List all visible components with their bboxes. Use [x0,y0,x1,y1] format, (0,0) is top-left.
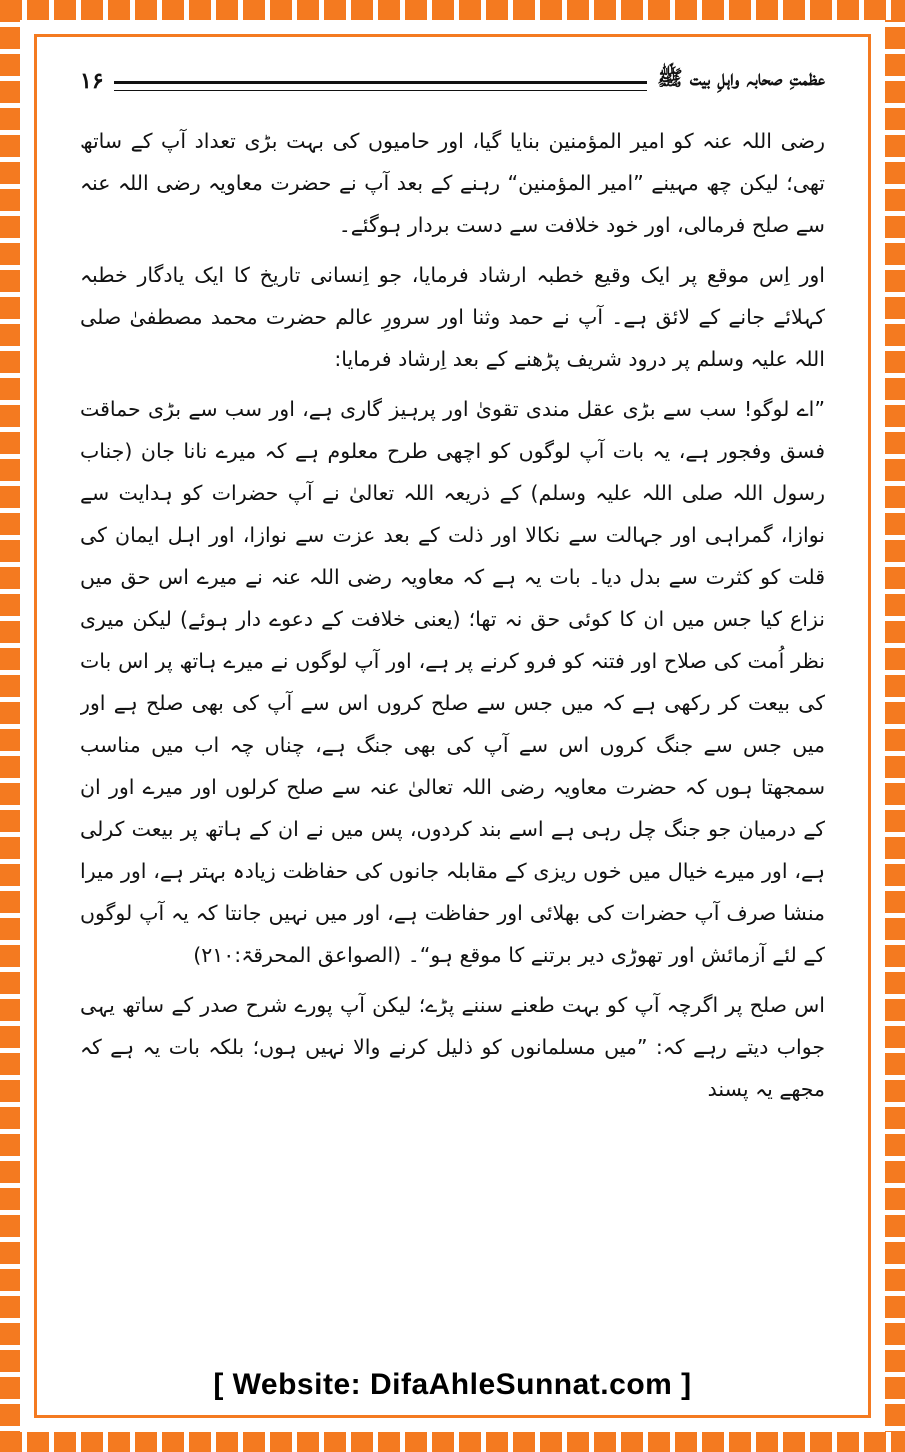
book-title: عظمتِ صحابہ واہلِ بیت ﷺ [657,65,825,90]
page-header [80,60,825,98]
paragraph: اور اِس موقع پر ایک وقیع خطبہ ارشاد فرمایا، جو اِنسانی تاریخ کا ایک یادگار خطبہ کہلائے جانے کے لائق ہے۔ آپ نے حمد وثنا اور سرورِ عالم حضرت محمد مصطفیٰ صلی اللہ علیہ وسلم پر درود شریف پڑھنے کے بعد اِرشاد فرمایا: [80,263,825,371]
paragraph: ”اے لوگو! سب سے بڑی عقل مندی تقویٰ اور پرہیز گاری ہے، اور سب سے بڑی حماقت فسق وفجور ہے، یہ بات آپ لوگوں کو اچھی طرح معلوم ہے کہ میرے نانا جان (جناب رسول اللہ صلی اللہ علیہ وسلم) کے ذریعہ اللہ تعالیٰ نے آپ حضرات کو ہدایت سے نوازا، گمراہی اور جہالت سے نکالا اور ذلت کے بعد عزت سے نوازا، اور اہل ایمان کی قلت کو کثرت سے بدل دیا۔ بات یہ ہے کہ معاویہ رضی اللہ عنہ نے میرے اس حق میں نزاع کیا جس میں ان کا کوئی حق نہ تھا؛ (یعنی خلافت کے دعوے دار ہوئے) لیکن میری نظر اُمت کی صلاح اور فتنہ کو فرو کرنے پر ہے، اور آپ لوگوں نے میرے ہاتھ پر اس بات کی بیعت کر رکھی ہے کہ میں جس سے صلح کروں اس سے آپ کی بھی صلح ہے اور میں جس سے جنگ کروں اس سے آپ کی بھی جنگ ہے، چناں چہ اب میں مناسب سمجھتا ہوں کہ حضرت معاویہ رضی اللہ تعالیٰ عنہ سے صلح کرلوں اور میرے اور ان کے درمیان جو جنگ چل رہی ہے اسے بند کردوں، پس میں نے ان کے ہاتھ پر بیعت کرلی ہے، اور میرے خیال میں خوں ریزی کے مقابلہ جانوں کی حفاظت زیادہ بہتر ہے، اور میرا منشا صرف آپ حضرات کی بھلائی اور حفاظت ہے، اور میں نہیں جانتا کہ یہ آپ لوگوں کے لئے آزمائش اور تھوڑی دیر برتنے کا موقع ہو“۔ (الصواعق المحرقۃ:۲۱۰) [80,397,825,967]
paragraph: اس صلح پر اگرچہ آپ کو بہت طعنے سننے پڑے؛ لیکن آپ پورے شرح صدر کے ساتھ یہی جواب دیتے رہے کہ: ”میں مسلمانوں کو ذلیل کرنے والا نہیں ہوں؛ بلکہ بات یہ ہے کہ مجھے یہ پسند [80,993,825,1101]
header-rule [114,81,648,91]
page-body [80,120,825,1345]
paragraph: رضی اللہ عنہ کو امیر المؤمنین بنایا گیا، اور حامیوں کی بہت بڑی تعداد آپ کے ساتھ تھی؛ لیکن چھ مہینے ”امیر المؤمنین“ رہنے کے بعد آپ نے حضرت معاویہ رضی اللہ عنہ سے صلح فرمالی، اور خود خلافت سے دست بردار ہوگئے۔ [80,129,825,237]
website-footer: [ Website: DifaAhleSunnat.com ] [213,1368,692,1401]
page-number: ۱۶ [80,68,104,94]
